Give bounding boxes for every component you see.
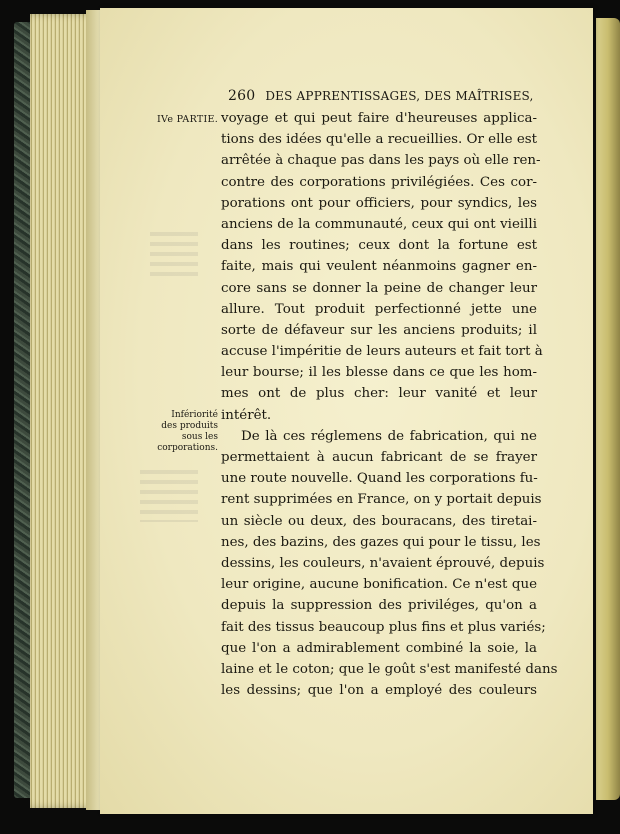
text-line: tions des idées qu'elle a recueillies. Or elle est xyxy=(221,132,538,148)
text-line: dessins, les couleurs, n'avaient éprouvé, depuis xyxy=(221,555,545,571)
text-line: allure. Tout produit perfectionné jette une xyxy=(221,301,537,317)
text-line: permettaient à aucun fabricant de se frayer xyxy=(221,450,537,465)
text-line: faite, mais qui veulent néanmoins gagner en- xyxy=(221,259,537,275)
text-line: De là ces réglemens de fabrication, qui ne xyxy=(241,428,537,444)
running-header xyxy=(228,88,548,104)
running-title: DES APPRENTISSAGES, DES MAÎTRISES, xyxy=(265,89,534,103)
margin-note-line: sous les xyxy=(181,432,218,442)
text-line: rent supprimées en France, on y portait depuis xyxy=(221,492,542,508)
text-line: leur bourse; il les blesse dans ce que les hom- xyxy=(221,365,537,381)
text-line: fait des tissus beaucoup plus fins et plus variés; xyxy=(221,619,546,635)
text-line: leur origine, aucune bonification. Ce n'est que xyxy=(221,577,537,593)
facing-page-edge xyxy=(596,18,620,800)
text-line: laine et le coton; que le goût s'est manifesté dans xyxy=(221,661,558,677)
text-line: depuis la suppression des priviléges, qu'on a xyxy=(221,598,537,614)
page-number: 260 xyxy=(228,88,256,104)
text-line: dans les routines; ceux dont la fortune est xyxy=(221,238,537,254)
text-line: nes, des bazins, des gazes qui pour le tissu, les xyxy=(221,534,541,550)
text-line: un siècle ou deux, des bouracans, des tiretai- xyxy=(221,513,537,529)
text-line: sorte de défaveur sur les anciens produits; il xyxy=(221,322,537,338)
text-line: contre des corporations privilégiées. Ces cor- xyxy=(221,174,537,190)
margin-note-line: Infériorité xyxy=(171,410,218,420)
text-line: arrêtée à chaque pas dans les pays où elle ren- xyxy=(221,153,541,169)
margin-note xyxy=(150,410,218,454)
text-line: mes ont de plus cher: leur vanité et leur xyxy=(221,386,537,402)
text-line: les dessins; que l'on a employé des couleurs xyxy=(221,683,537,699)
bleed-through-ghost xyxy=(140,470,198,522)
text-line: core sans se donner la peine de changer leur xyxy=(221,280,537,296)
part-label: IVe PARTIE. xyxy=(157,114,219,125)
text-line: anciens de la communauté, ceux qui ont vieilli xyxy=(221,216,537,232)
text-line: une route nouvelle. Quand les corporations fu- xyxy=(221,471,538,487)
text-line: voyage et qui peut faire d'heureuses applica- xyxy=(221,111,537,126)
bleed-through-ghost xyxy=(150,232,198,282)
text-line: porations ont pour officiers, pour syndics, les xyxy=(221,195,537,211)
text-line: intérêt. xyxy=(221,407,272,423)
text-line: que l'on a admirablement combiné la soie, la xyxy=(221,640,537,656)
text-line: accuse l'impéritie de leurs auteurs et fait tort à xyxy=(221,344,543,360)
margin-note-line: corporations. xyxy=(157,443,218,453)
body-text xyxy=(221,108,558,701)
margin-note-line: des produits xyxy=(161,421,218,431)
